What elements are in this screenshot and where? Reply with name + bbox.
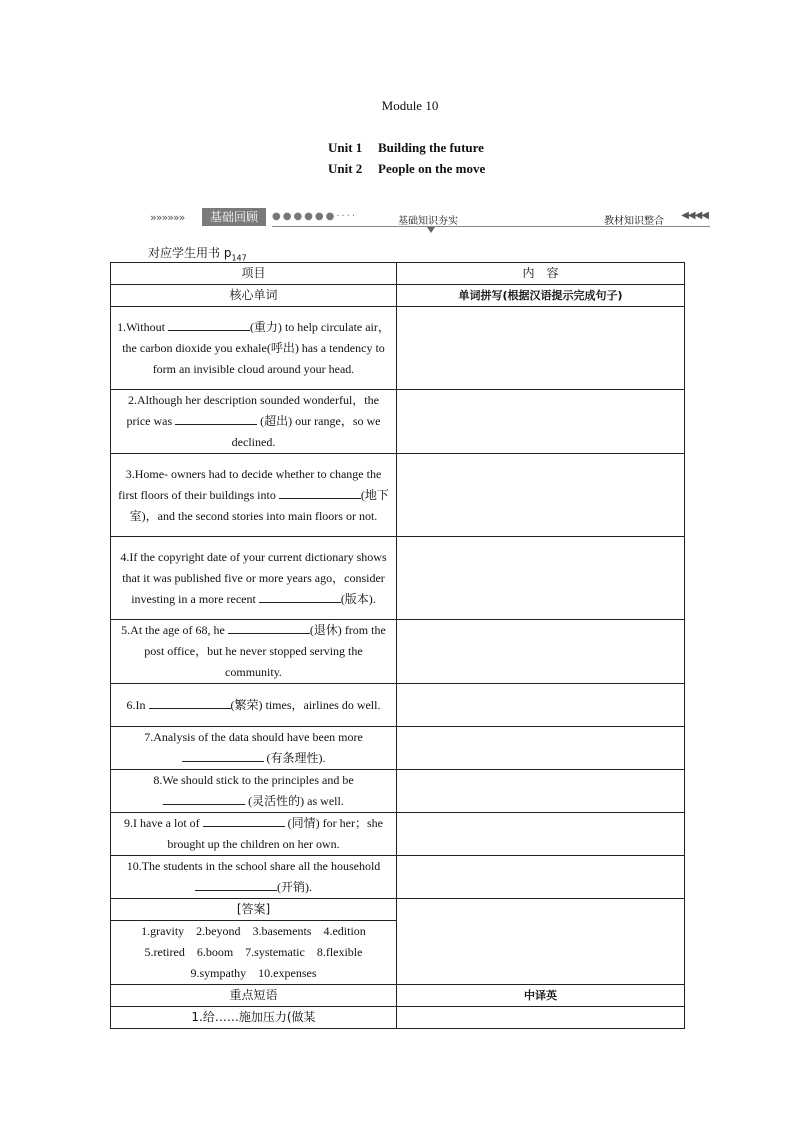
content-cell — [397, 899, 685, 985]
question-cell: 10.The students in the school share all the household (开销). — [111, 856, 397, 899]
unit2-heading — [328, 161, 485, 177]
table-row — [111, 727, 685, 770]
question-cell: 7.Analysis of the data should have been more (有条理性). — [111, 727, 397, 770]
table-header-row — [111, 263, 685, 285]
banner-center-label: 基础知识夯实 — [398, 216, 458, 227]
content-cell — [397, 390, 685, 454]
question-cell: 1.Without (重力) to help circulate air，the carbon dioxide you exhale(呼出) has a tendency to form an invisible cloud around your head. — [111, 307, 397, 390]
table-row — [111, 1007, 685, 1029]
book-reference: 对应学生用书 $p_{147}$ — [148, 246, 247, 263]
answer-label-row — [111, 899, 685, 921]
answer-blank[interactable] — [175, 412, 257, 425]
content-cell — [397, 1007, 685, 1029]
chevron-left-icon: ◀◀◀◀ — [681, 210, 708, 221]
section2-desc: 中译英 — [397, 985, 685, 1007]
section1-label: 核心单词 — [111, 285, 397, 307]
table-row — [111, 620, 685, 684]
answer-blank[interactable] — [168, 318, 250, 331]
table-row — [111, 307, 685, 390]
answer-blank[interactable] — [259, 590, 341, 603]
table-row — [111, 856, 685, 899]
question-cell: 6.In (繁荣) times，airlines do well. — [111, 684, 397, 727]
unit2-number: Unit 2 — [328, 161, 363, 176]
answer-blank[interactable] — [279, 486, 361, 499]
chevron-right-icon: »»»»»» — [150, 211, 185, 224]
col-item-header: 项目 — [111, 263, 397, 285]
col-content-header: 内 容 — [397, 263, 685, 285]
table-row — [111, 390, 685, 454]
answer-blank[interactable] — [228, 621, 310, 634]
table-row — [111, 537, 685, 620]
question-cell: 5.At the age of 68, he (退休) from the post office，but he never stopped serving the community. — [111, 620, 397, 684]
section-banner — [150, 208, 710, 234]
content-cell — [397, 537, 685, 620]
content-cell — [397, 770, 685, 813]
dots-decoration-icon: ●●●●●●···· — [272, 211, 358, 222]
content-cell — [397, 856, 685, 899]
section-row — [111, 285, 685, 307]
question-cell: 3.Home- owners had to decide whether to change the first floors of their buildings into (地下室)，and the second stories into main floors or not. — [111, 454, 397, 537]
section1-desc: 单词拼写(根据汉语提示完成句子) — [397, 285, 685, 307]
answer-label: [答案] — [111, 899, 397, 921]
unit1-title: Building the future — [378, 140, 484, 155]
content-cell — [397, 684, 685, 727]
unit2-title: People on the move — [378, 161, 486, 176]
section-row — [111, 985, 685, 1007]
section2-label: 重点短语 — [111, 985, 397, 1007]
content-cell — [397, 620, 685, 684]
phrase-cell: 1.给……施加压力(做某 — [111, 1007, 397, 1029]
table-row — [111, 770, 685, 813]
table-row — [111, 454, 685, 537]
content-cell — [397, 454, 685, 537]
answer-blank[interactable] — [149, 696, 231, 709]
question-cell: 2.Although her description sounded wonderful，the price was (超出) our range，so we declined. — [111, 390, 397, 454]
table-row — [111, 813, 685, 856]
question-cell: 4.If the copyright date of your current dictionary shows that it was published five or more years ago，consider investing in a more recent (版本). — [111, 537, 397, 620]
table-row — [111, 684, 685, 727]
unit1-number: Unit 1 — [328, 140, 363, 155]
module-title: Module 10 — [381, 98, 439, 113]
answers-cell — [111, 921, 397, 985]
answer-blank[interactable] — [163, 792, 245, 805]
answers-line: 9.sympathy 10.expenses — [190, 966, 317, 980]
vocab-table — [110, 262, 685, 1029]
answer-blank[interactable] — [203, 814, 285, 827]
unit1-heading — [328, 140, 484, 156]
answer-blank[interactable] — [195, 878, 277, 891]
banner-tag: 基础回顾 — [202, 208, 266, 226]
content-cell — [397, 727, 685, 770]
content-cell — [397, 307, 685, 390]
answers-line: 1.gravity 2.beyond 3.basements 4.edition — [141, 924, 366, 938]
answers-line: 5.retired 6.boom 7.systematic 8.flexible — [144, 945, 363, 959]
book-page: 147 — [231, 253, 247, 263]
triangle-down-icon — [427, 227, 435, 233]
content-cell — [397, 813, 685, 856]
question-cell: 8.We should stick to the principles and be (灵活性的) as well. — [111, 770, 397, 813]
answer-blank[interactable] — [182, 749, 264, 762]
banner-right-label: 教材知识整合 — [604, 216, 664, 227]
question-cell: 9.I have a lot of (同情) for her；she brought up the children on her own. — [111, 813, 397, 856]
